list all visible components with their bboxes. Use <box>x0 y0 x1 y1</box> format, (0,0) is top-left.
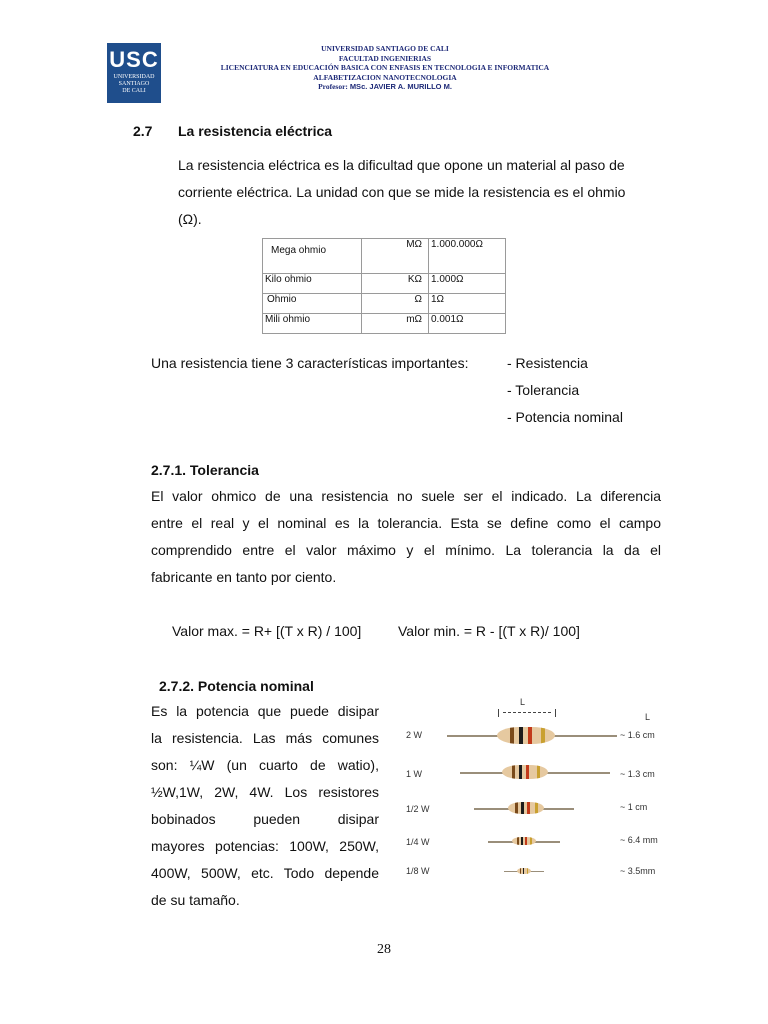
paragraph-line: la resistencia. Las más comunes <box>151 730 379 746</box>
dimension-marker <box>498 709 556 717</box>
resistor-power-label: 1 W <box>406 769 423 779</box>
unit-value-cell: 1.000.000Ω <box>429 239 506 274</box>
table-row <box>263 314 506 334</box>
unit-name-cell: Ohmio <box>263 294 362 314</box>
logo-subtext-3: DE CALI <box>122 88 146 94</box>
header-program: LICENCIATURA EN EDUCACIÓN BASICA CON ENFASIS EN TECNOLOGIA E INFORMATICA <box>220 63 550 72</box>
paragraph-line: corriente eléctrica. La unidad con que se mide la resistencia es el ohmio <box>178 184 626 200</box>
paragraph-line: comprendido entre el valor máximo y el mínimo. La tolerancia la da el <box>151 542 661 558</box>
page-number: 28 <box>377 942 391 957</box>
characteristics-intro: Una resistencia tiene 3 características importantes: <box>151 355 469 371</box>
paragraph-line: fabricante en tanto por ciento. <box>151 569 337 585</box>
paragraph-line: de su tamaño. <box>151 892 240 908</box>
resistor-length: ~ 6.4 mm <box>620 835 658 845</box>
unit-symbol-cell: mΩ <box>362 314 429 334</box>
ohm-units-table <box>262 238 506 334</box>
unit-name-cell: Mili ohmio <box>263 314 362 334</box>
unit-symbol-cell: Ω <box>362 294 429 314</box>
professor-label: Profesor: <box>318 82 348 91</box>
formula-min: Valor min. = R - [(T x R)/ 100] <box>398 623 580 639</box>
paragraph-line: entre el real y el nominal es la tolerancia. Esta se define como el campo <box>151 515 661 531</box>
characteristics-list <box>507 350 623 431</box>
paragraph-line: ½W,1W, 2W, 4W. Los resistores <box>151 784 379 800</box>
university-logo <box>107 43 161 103</box>
list-item: - Resistencia <box>507 355 588 371</box>
header-faculty: FACULTAD INGENIERIAS <box>338 53 432 63</box>
resistor-1w <box>502 765 548 779</box>
dimension-line <box>503 712 551 713</box>
resistor-size-figure <box>392 692 674 888</box>
section-number: 2.7 <box>133 123 153 139</box>
list-item: - Tolerancia <box>507 382 580 398</box>
unit-symbol-cell: KΩ <box>362 274 429 294</box>
resistor-power-label: 1/4 W <box>406 837 430 847</box>
table-row <box>263 294 506 314</box>
header-professor <box>175 82 595 92</box>
paragraph-line: (Ω). <box>178 211 202 227</box>
resistor-eighth-w <box>517 868 531 874</box>
resistor-length: ~ 1 cm <box>620 802 648 812</box>
paragraph-line: son: ¼W (un cuarto de watio), <box>151 757 379 773</box>
paragraph-line: mayores potencias: 100W, 250W, <box>151 838 379 854</box>
paragraph-line: La resistencia eléctrica es la dificultad que opone un material al paso de <box>178 157 625 173</box>
unit-name-cell: Mega ohmio <box>263 239 362 274</box>
unit-value-cell: 1.000Ω <box>429 274 506 294</box>
tolerance-heading: 2.7.1. Tolerancia <box>151 462 259 478</box>
unit-name-cell: Kilo ohmio <box>263 274 362 294</box>
resistor-quarter-w <box>512 837 536 845</box>
length-column-header: L <box>645 712 651 722</box>
paragraph-line: bobinados pueden disipar <box>151 811 379 827</box>
header-university: UNIVERSIDAD SANTIAGO DE CALI <box>321 44 449 53</box>
formula-max: Valor max. = R+ [(T x R) / 100] <box>172 623 362 639</box>
power-heading: 2.7.2. Potencia nominal <box>159 678 314 694</box>
logo-subtext-2: SANTIAGO <box>118 81 150 87</box>
list-item: - Potencia nominal <box>507 409 623 425</box>
paragraph-line: Es la potencia que puede disipar <box>151 703 379 719</box>
resistor-power-label: 2 W <box>406 730 423 740</box>
paragraph-line: 400W, 500W, etc. Todo depende <box>151 865 379 881</box>
unit-value-cell: 1Ω <box>429 294 506 314</box>
unit-value-cell: 0.001Ω <box>429 314 506 334</box>
professor-name: MSc. JAVIER A. MURILLO M. <box>349 82 452 91</box>
section-title: La resistencia eléctrica <box>178 123 333 139</box>
paragraph-line: El valor ohmico de una resistencia no suele ser el indicado. La diferencia <box>151 488 661 504</box>
table-row <box>263 239 506 274</box>
unit-symbol-cell: MΩ <box>362 239 429 274</box>
header-course: ALFABETIZACION NANOTECNOLOGIA <box>313 72 457 82</box>
resistor-length: ~ 1.3 cm <box>620 769 655 779</box>
logo-text: USC <box>109 47 159 72</box>
tolerance-paragraph <box>151 483 661 591</box>
resistor-power-label: 1/8 W <box>406 866 430 876</box>
power-paragraph <box>151 698 379 914</box>
resistor-2w <box>497 727 555 744</box>
page-header <box>175 44 595 92</box>
resistor-length: ~ 3.5mm <box>620 866 656 876</box>
dimension-label: L <box>520 697 526 707</box>
resistor-length: ~ 1.6 cm <box>620 730 655 740</box>
logo-subtext-1: UNIVERSIDAD <box>113 74 155 80</box>
intro-paragraph <box>178 152 662 233</box>
resistor-power-label: 1/2 W <box>406 804 430 814</box>
table-row <box>263 274 506 294</box>
resistor-half-w <box>508 802 544 814</box>
